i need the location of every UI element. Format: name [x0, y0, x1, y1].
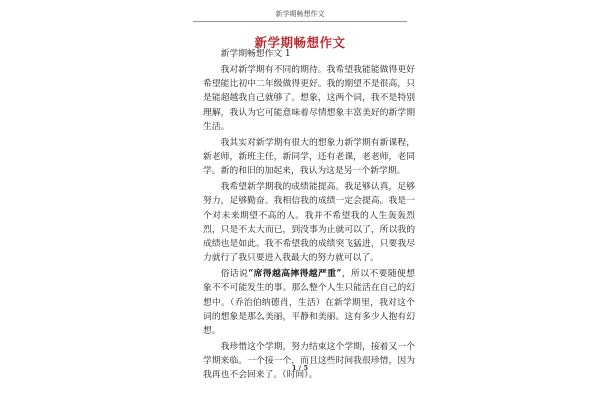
paragraph: 我其实对新学期有很大的想象力新学期有新课程，新老师，新班主任，新同学，还有老课，老老师，老同学。新的和旧的加起来，我认为这是另一个新学期。	[203, 137, 415, 177]
page-header: 新学期畅想作文	[275, 10, 325, 18]
quote-suffix: ，所以不要随便想象不	[203, 269, 415, 294]
header-divider	[193, 21, 407, 22]
page-number: 1 / 5	[292, 364, 308, 372]
paragraph: 我珍惜这个学期，努力结束这个学期，接着又一个学期来临。一个接一个，而且这些时间我很珍惜，因为我再也不会回来了。（时间）。	[203, 342, 415, 381]
paragraph: 我对新学期有不同的期待。我希望我能能做得更好希望能比初中二年级做得更好。我的期望不是很高，只是能超越我自己就够了。想象，这两个词，我不是特别理解，我认为它可能意味着尽情想象丰富美好的新学期生活。	[203, 65, 415, 132]
quote-paragraph	[203, 267, 415, 338]
quote-text: “席得越高摔得越严重”	[248, 269, 342, 280]
quote-prefix: 俗话说	[220, 269, 249, 280]
section-subtitle: 新学期畅想作文 1	[220, 49, 291, 59]
document-body	[203, 47, 415, 383]
document-title: 新学期畅想作文	[254, 35, 346, 50]
quote-continuation: 不可能发生的事。那么整个人生只能活在自己的幻想中。（乔治伯纳德肖，生活）在新学期里，我对这个词的想象是那么美丽，平静和美丽。这有多少人抱有幻想。	[203, 283, 415, 337]
paragraph: 我希望新学期我的成绩能提高。我足够认真，足够努力，足够勤奋。我相信我的成绩一定会提高。我是一个对未来期望不高的人。我并不希望我的人生轰轰烈烈，只是不太大而已，到没事为止就可以了，所以我的成绩也是如此。我不希望我的成绩突飞猛进，只要我尽力就行了我只要进入我最大的努力就可以了。	[203, 182, 415, 264]
